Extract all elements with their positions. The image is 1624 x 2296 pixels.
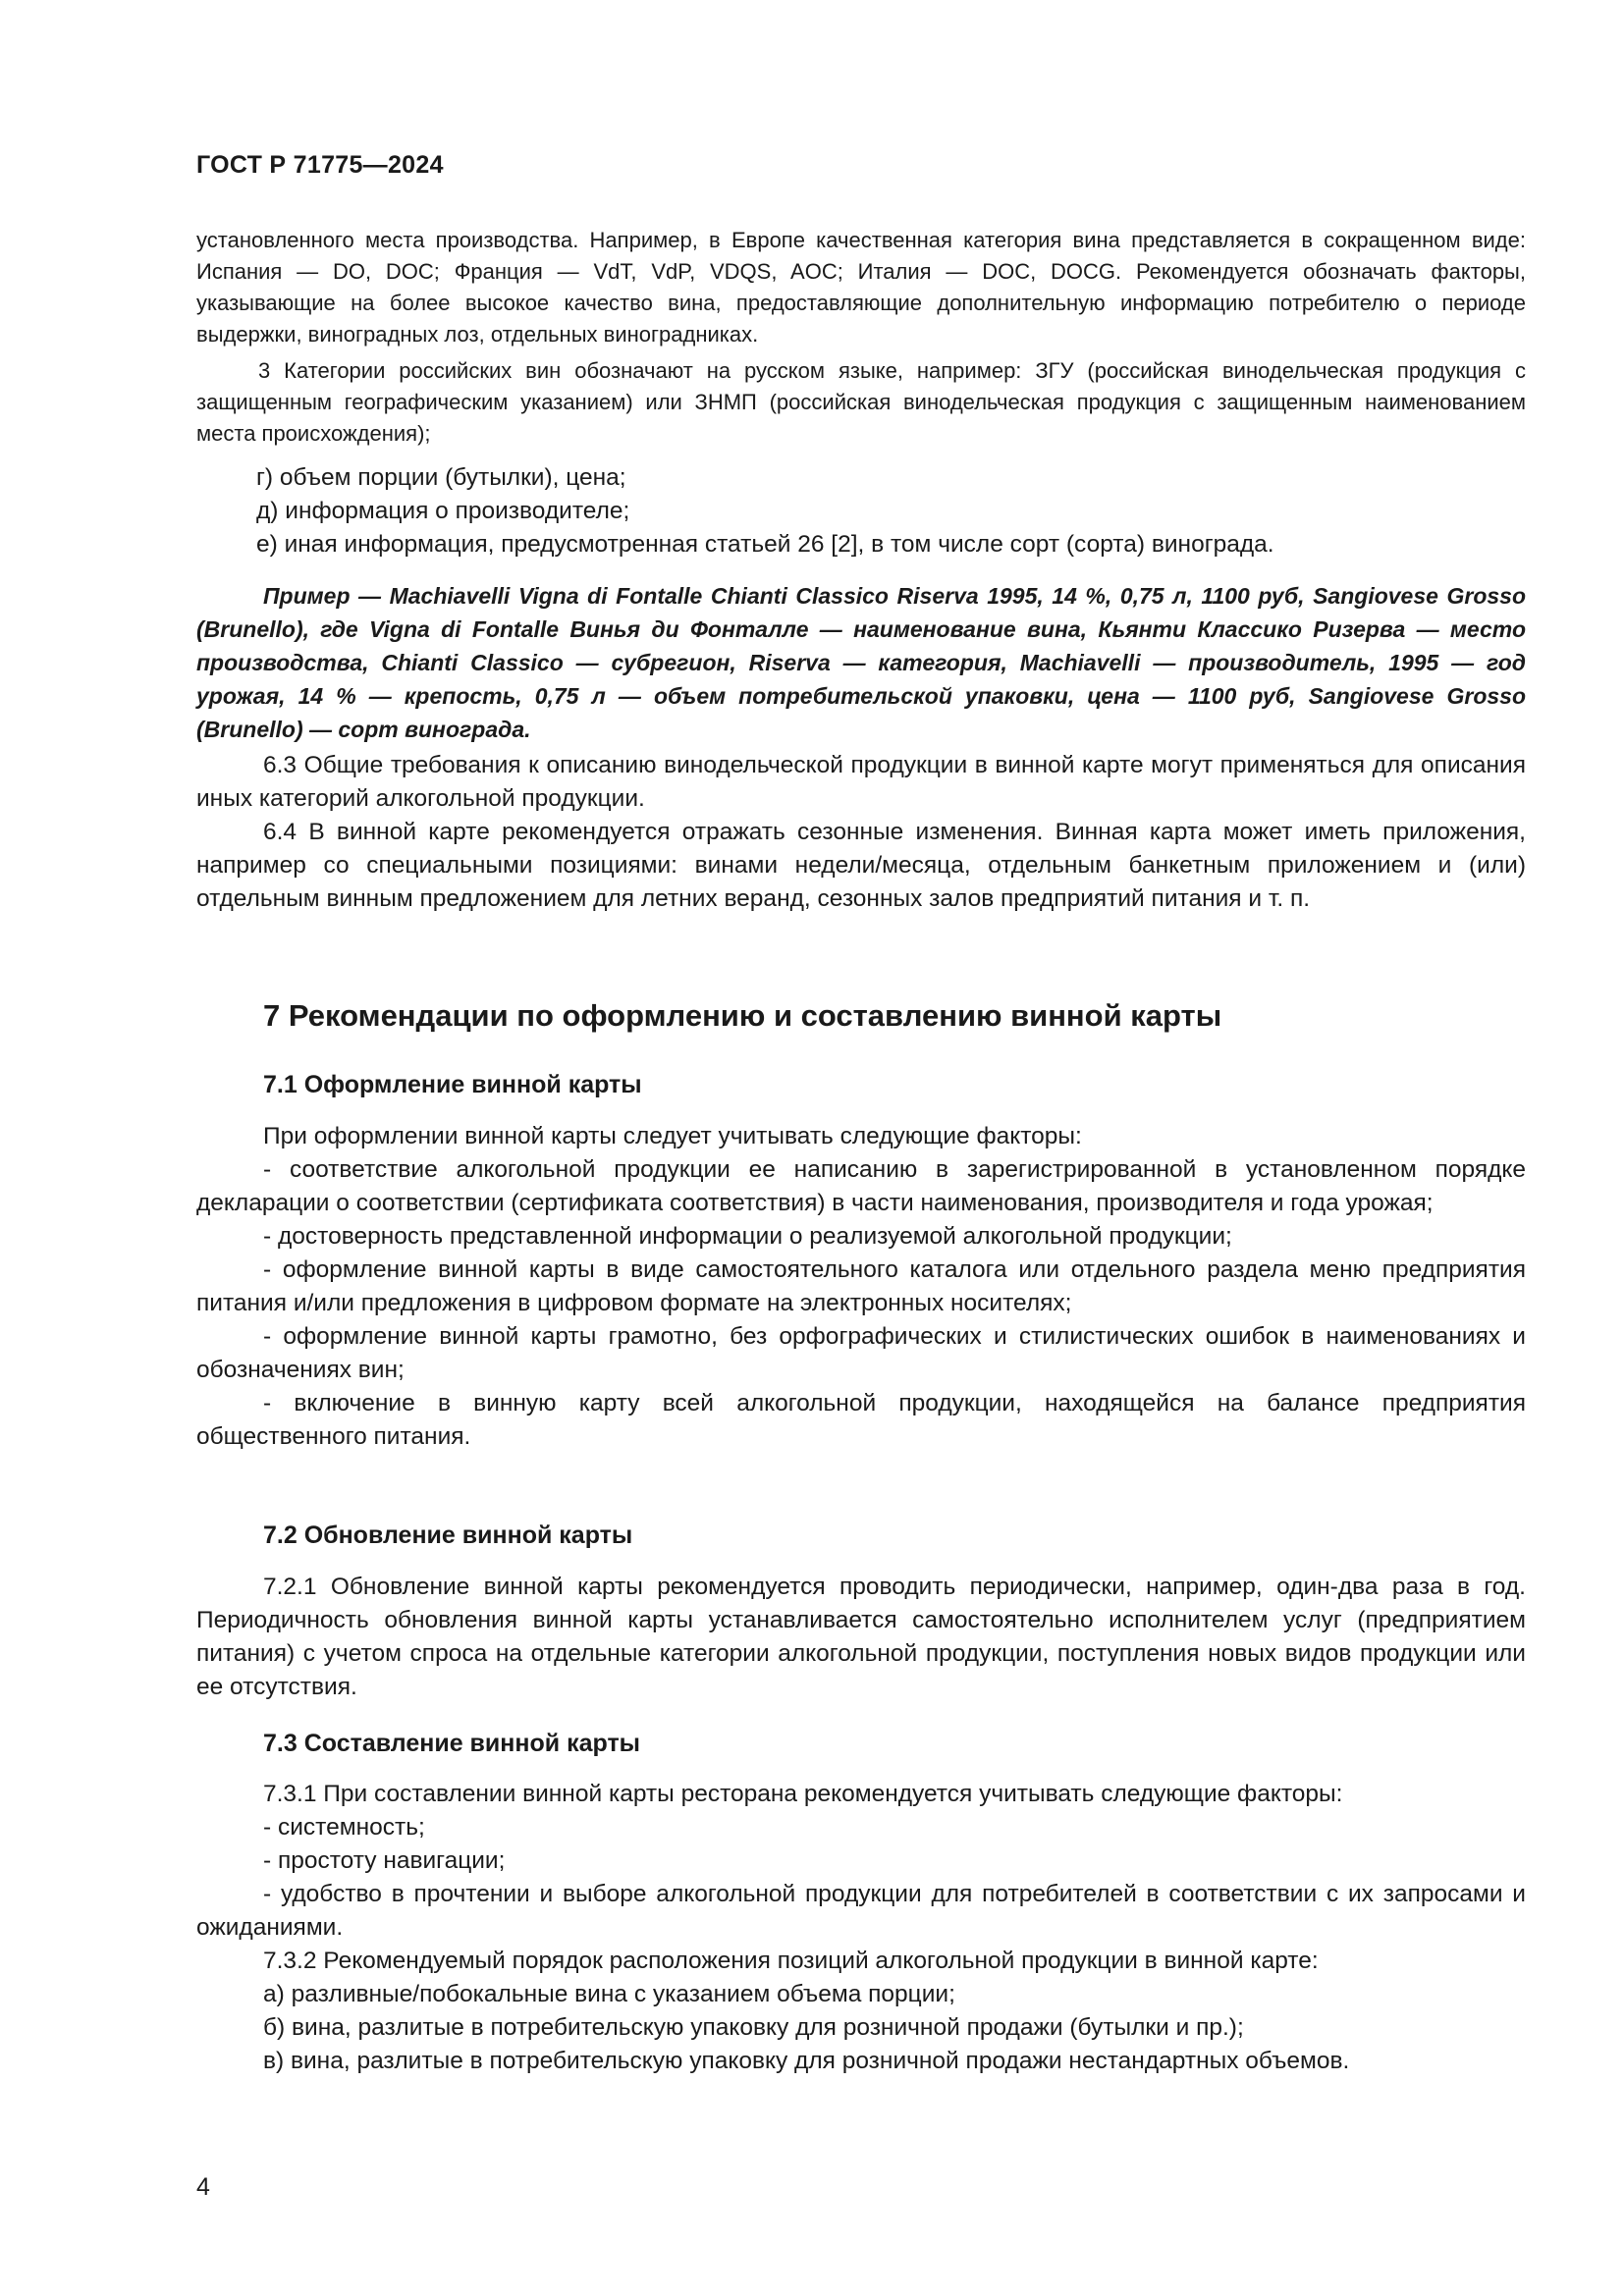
section-7-3-title: 7.3 Составление винной карты [263, 1730, 641, 1757]
document-code: ГОСТ Р 71775—2024 [196, 151, 444, 179]
list-item: е) иная информация, предусмотренная статьей 26 [2], в том числе сорт (сорта) винограда. [256, 531, 1274, 558]
paragraph-7-3-1: 7.3.1 При составлении винной карты ресторана рекомендуется учитывать следующие факторы: [263, 1781, 1343, 1807]
list-item: в) вина, разлитые в потребительскую упаковку для розничной продажи нестандартных объемов. [263, 2048, 1350, 2074]
list-item: - удобство в прочтении и выборе алкогольной продукции для потребителей в соответствии с их запросами и ожиданиями. [196, 1881, 1526, 1941]
paragraph-7-1-intro: При оформлении винной карты следует учитывать следующие факторы: [263, 1123, 1082, 1149]
note-paragraph: 3 Категории российских вин обозначают на русском языке, например: ЗГУ (российская винодельческая продукция с защищенным географическим указанием) или ЗНМП (российская винодельческая продукция с защищенным наименованием места происхождения); [196, 358, 1526, 446]
section-6-3-6-4 [196, 749, 1526, 916]
paragraph-6-4: 6.4 В винной карте рекомендуется отражать сезонные изменения. Винная карта может иметь приложения, например со специальными позициями: винами недели/месяца, отдельным банкетным приложением и (или) отдельным винным предложением для летних веранд, сезонных залов предприятий питания и т. п. [196, 819, 1526, 912]
list-item: г) объем порции (бутылки), цена; [256, 464, 626, 491]
list-item: - оформление винной карты в виде самостоятельного каталога или отдельного раздела меню предприятия питания и/или предложения в цифровом формате на электронных носителях; [196, 1256, 1526, 1316]
paragraph-7-2-1: 7.2.1 Обновление винной карты рекомендуется проводить периодически, например, один-два раза в год. Периодичность обновления винной карты устанавливается самостоятельно исполнителем услуг (предприятием питания) с учетом спроса на отдельные категории алкогольной продукции, поступления новых видов продукции или ее отсутствия. [196, 1574, 1526, 1700]
section-7-2-title: 7.2 Обновление винной карты [263, 1522, 633, 1549]
paragraph-6-3: 6.3 Общие требования к описанию винодельческой продукции в винной карте могут применяться для описания иных категорий алкогольной продукции. [196, 752, 1526, 812]
section-7-1-title: 7.1 Оформление винной карты [263, 1071, 642, 1098]
list-item: а) разливные/побокальные вина с указанием объема порции; [263, 1981, 955, 2007]
list-item: - соответствие алкогольной продукции ее написанию в зарегистрированной в установленном порядке декларации о соответствии (сертификата соответствия) в части наименования, производителя и года урожая; [196, 1156, 1526, 1216]
list-item: - простоту навигации; [263, 1847, 506, 1874]
section-7-1-body [196, 1120, 1526, 1454]
list-item: - оформление винной карты грамотно, без орфографических и стилистических ошибок в наименованиях и обозначениях вин; [196, 1323, 1526, 1383]
list-item: д) информация о производителе; [256, 498, 630, 524]
list-item: - системность; [263, 1814, 425, 1841]
list-item: - включение в винную карту всей алкогольной продукции, находящейся на балансе предприятия общественного питания. [196, 1390, 1526, 1450]
page-number: 4 [196, 2173, 210, 2201]
section-7-3-body [196, 1778, 1526, 2078]
list-g-e [196, 461, 1526, 561]
example-paragraph: Пример — Machiavelli Vigna di Fontalle Chianti Classico Riserva 1995, 14 %, 0,75 л, 1100 руб, Sangiovese Grosso (Brunello), где Vigna di Fontalle Винья ди Фонталле — наименование вина, Кьянти Классико Ризерва — место производства, Chianti Classico — субрегион, Riserva — категория, Machiavelli — производитель, 1995 — год урожая, 14 % — крепость, 0,75 л — объем потребительской упаковки, цена — 1100 руб, Sangiovese Grosso (Brunello) — сорт винограда. [196, 583, 1526, 742]
section-7-2-body [196, 1571, 1526, 1704]
list-item: б) вина, разлитые в потребительскую упаковку для розничной продажи (бутылки и пр.); [263, 2014, 1244, 2041]
list-item: - достоверность представленной информации о реализуемой алкогольной продукции; [263, 1223, 1232, 1250]
note-paragraph: установленного места производства. Например, в Европе качественная категория вина представляется в сокращенном виде: Испания — DO, DOC; Франция — VdT, VdP, VDQS, AOC; Италия — DOC, DOCG. Рекомендуется обозначать факторы, указывающие на более высокое качество вина, предоставляющие дополнительную информацию потребителю о периоде выдержки, виноградных лоз, отдельных виноградниках. [196, 228, 1526, 347]
paragraph-7-3-2: 7.3.2 Рекомендуемый порядок расположения позиций алкогольной продукции в винной карте: [263, 1948, 1319, 1974]
section-7-title: 7 Рекомендации по оформлению и составлению винной карты [263, 998, 1222, 1033]
